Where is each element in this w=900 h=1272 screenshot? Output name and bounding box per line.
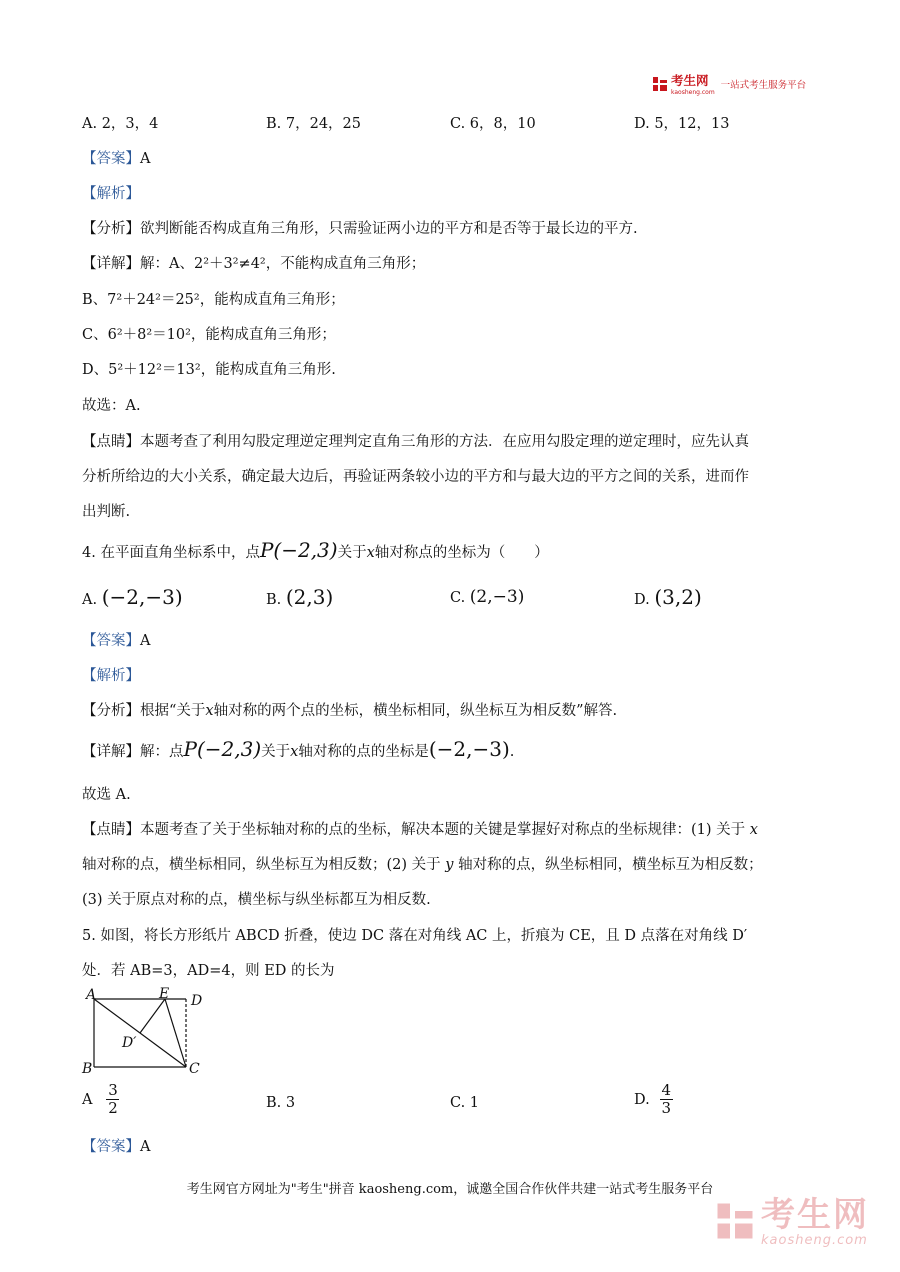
q3-comment-3: 出判断. <box>82 504 131 520</box>
kaosheng-logo-icon <box>652 76 668 92</box>
detail-end: . <box>509 744 515 760</box>
q4-choose: 故选 A. <box>82 787 131 803</box>
q5-option-c: C. 1 <box>450 1095 480 1111</box>
label-b: B <box>82 1061 93 1077</box>
q4-option-c <box>450 587 524 607</box>
detail-mid: 关于 <box>261 744 291 760</box>
option-value: (3,2) <box>654 585 702 609</box>
comment-y: y <box>445 857 454 873</box>
option-value: (2,3) <box>285 585 334 609</box>
answer-value: A <box>140 151 151 167</box>
q5-stem-2: 处．若 AB=3，AD=4，则 ED 的长为 <box>82 963 335 979</box>
analysis-tag: 【解析】 <box>82 668 140 684</box>
q5-option-b: B. 3 <box>266 1095 296 1111</box>
option-value: (2,−3) <box>469 587 525 607</box>
answer-tag: 【答案】 <box>82 633 140 649</box>
q3-comment-2: 分析所给边的大小关系，确定最大边后，再验证两条较小边的平方和与最大边的平方之间的关系，进而作 <box>82 469 749 485</box>
q4-comment-3: (3) 关于原点对称的点，横坐标与纵坐标都互为相反数. <box>82 892 431 908</box>
comment-2a: 轴对称的点，横坐标相同，纵坐标互为相反数；(2) 关于 <box>82 857 441 873</box>
detail-x: x <box>290 744 299 760</box>
q3-detail-d: D、5²＋12²＝13²，能构成直角三角形. <box>82 362 336 378</box>
q3-option-c: C. 6，8，10 <box>450 116 536 132</box>
q4-stem-post: 轴对称点的坐标为（ ） <box>374 545 549 561</box>
q4-comment-2 <box>82 853 763 874</box>
logo-domain: kaosheng.com <box>671 88 715 96</box>
detail-tag: 【详解】 <box>82 256 140 272</box>
fenxi-tag: 【分析】 <box>82 703 140 719</box>
q5-stem-1: 5. 如图，将长方形纸片 ABCD 折叠，使边 DC 落在对角线 AC 上，折痕为 CE，且 D 点落在对角线 D′ <box>82 928 748 944</box>
q3-option-b: B. 7，24，25 <box>266 116 362 132</box>
q3-option-d: D. 5，12，13 <box>634 116 730 132</box>
detail-text: 解：A、2²＋3²≠4²，不能构成直角三角形； <box>140 256 426 272</box>
detail-result: (−2,−3) <box>428 737 510 761</box>
fenxi-post: 轴对称的两个点的坐标，横坐标相同，纵坐标互为相反数”解答. <box>213 703 618 719</box>
q3-detail-c: C、6²＋8²＝10²，能构成直角三角形； <box>82 327 336 343</box>
answer-tag: 【答案】 <box>82 151 140 167</box>
q3-detail-b: B、7²＋24²＝25²，能构成直角三角形； <box>82 292 345 308</box>
watermark-logo-icon <box>715 1201 755 1245</box>
watermark-name: 考生网 <box>761 1195 869 1235</box>
label-d-prime: D′ <box>122 1035 137 1051</box>
option-label: D. <box>634 1091 650 1108</box>
answer-value: A <box>140 633 151 649</box>
logo-name: 考生网 <box>671 72 709 88</box>
q3-fenxi <box>82 217 638 238</box>
comment-2b: 轴对称的点，纵坐标相同，横坐标互为相反数； <box>458 857 763 873</box>
answer-tag: 【答案】 <box>82 1139 140 1155</box>
q4-detail <box>82 737 514 761</box>
watermark-domain: kaosheng.com <box>761 1233 868 1248</box>
q4-stem <box>82 538 549 562</box>
option-label: A <box>82 1091 93 1108</box>
q3-comment-1 <box>82 430 749 451</box>
fenxi-x: x <box>205 703 214 719</box>
comment-tag: 【点睛】 <box>82 822 140 838</box>
q5-rectangle-figure <box>78 985 218 1080</box>
analysis-tag: 【解析】 <box>82 186 140 202</box>
option-label: A. <box>82 592 98 608</box>
segment-ed-prime <box>140 999 165 1033</box>
q4-option-b <box>266 585 333 609</box>
q3-detail-a <box>82 252 425 273</box>
fenxi-text: 欲判断能否构成直角三角形，只需验证两小边的平方和是否等于最长边的平方. <box>140 221 638 237</box>
q4-option-d <box>634 585 702 609</box>
detail-tag: 【详解】 <box>82 744 140 760</box>
q4-fenxi <box>82 699 617 720</box>
q4-analysis-tag <box>82 664 140 685</box>
q4-axis: x <box>366 545 375 561</box>
option-d-fraction <box>660 1082 673 1117</box>
comment-tag: 【点睛】 <box>82 434 140 450</box>
q3-analysis-tag <box>82 182 140 203</box>
option-label: D. <box>634 592 650 608</box>
comment-x: x <box>749 822 758 838</box>
detail-mid2: 轴对称的点的坐标是 <box>298 744 429 760</box>
option-label: B. <box>266 592 282 608</box>
q4-comment-1 <box>82 818 758 839</box>
answer-value: A <box>140 1139 151 1155</box>
q4-option-a <box>82 585 183 609</box>
crease-ce <box>165 999 186 1067</box>
comment-text: 本题考查了关于坐标轴对称的点的坐标，解决本题的关键是掌握好对称点的坐标规律：(1) 关于 <box>140 822 746 838</box>
fenxi-pre: 根据“关于 <box>140 703 206 719</box>
logo-slogan: 一站式考生服务平台 <box>720 80 807 91</box>
q5-option-d <box>634 1082 673 1117</box>
q3-answer <box>82 147 150 168</box>
label-d: D <box>191 993 203 1009</box>
label-e: E <box>159 986 170 1002</box>
option-value: (−2,−3) <box>101 585 183 609</box>
detail-pre: 解：点 <box>140 744 184 760</box>
q5-answer <box>82 1135 150 1156</box>
q4-point: P(−2,3) <box>259 538 338 562</box>
q4-answer <box>82 629 150 650</box>
comment-text: 本题考查了利用勾股定理逆定理判定直角三角形的方法．在应用勾股定理的逆定理时，应先认真 <box>140 434 749 450</box>
watermark <box>715 1197 869 1248</box>
fenxi-tag: 【分析】 <box>82 221 140 237</box>
header-logo <box>652 74 806 94</box>
q3-choose: 故选：A. <box>82 398 141 414</box>
q4-stem-mid: 关于 <box>337 545 367 561</box>
detail-point: P(−2,3) <box>183 737 262 761</box>
numerator: 4 <box>661 1081 671 1099</box>
q5-option-a <box>82 1082 119 1117</box>
q4-stem-pre: 4. 在平面直角坐标系中，点 <box>82 545 260 561</box>
denominator: 2 <box>108 1099 118 1117</box>
option-label: C. <box>450 590 466 606</box>
denominator: 3 <box>661 1099 671 1117</box>
numerator: 3 <box>108 1081 118 1099</box>
label-a: A <box>86 987 97 1003</box>
label-c: C <box>189 1061 200 1077</box>
q3-option-a: A. 2，3，4 <box>82 116 159 132</box>
option-a-fraction <box>106 1082 119 1117</box>
page-footer: 考生网官方网址为"考生"拼音 kaosheng.com，诚邀全国合作伙伴共建一站式考生服务平台 <box>186 1182 714 1197</box>
